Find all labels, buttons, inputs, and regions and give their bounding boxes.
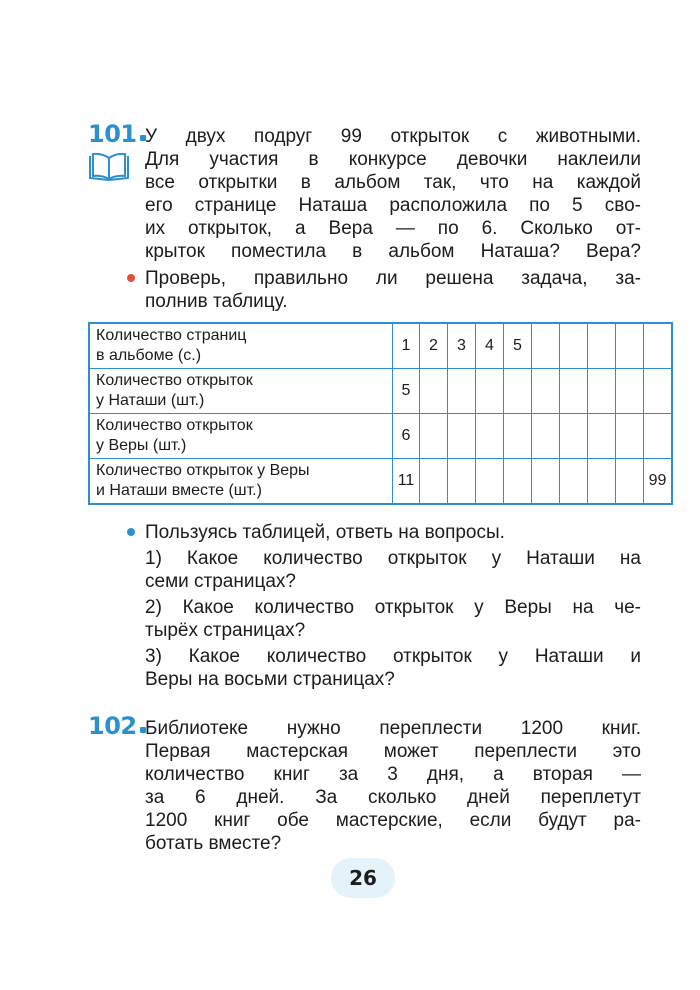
table-cell: 2 — [420, 323, 448, 369]
table-cell — [532, 459, 560, 505]
table-cell — [504, 414, 532, 459]
data-table — [88, 322, 673, 505]
questions-intro: Пользуясь таблицей, ответь на вопросы. — [145, 522, 505, 543]
table-cell — [476, 414, 504, 459]
table-cell — [588, 414, 616, 459]
task-101-line: У двух подруг 99 открыток с животными. — [145, 126, 641, 147]
table-cell: 3 — [448, 323, 476, 369]
table-cell — [616, 459, 644, 505]
table-cell — [420, 414, 448, 459]
page-number: 26 — [331, 858, 395, 898]
question-line: семи страницах? — [145, 571, 296, 592]
task-101-line: крыток поместила в альбом Наташа? Вера? — [145, 241, 641, 262]
table-cell — [504, 369, 532, 414]
table-cell — [448, 459, 476, 505]
table-cell — [476, 459, 504, 505]
table-cell — [588, 323, 616, 369]
row-label: Количество страниц в альбоме (с.) — [89, 323, 393, 369]
table-cell — [560, 323, 588, 369]
question-line: тырёх страницах? — [145, 620, 306, 641]
question-line: Веры на восьми страницах? — [145, 669, 395, 690]
row-label: Количество открыток у Наташи (шт.) — [89, 369, 393, 414]
table-cell — [644, 414, 673, 459]
blue-bullet-icon — [127, 528, 135, 536]
table-cell — [560, 414, 588, 459]
task-102-line: количество книг за 3 дня, а вторая — — [145, 764, 641, 785]
question-line: 2) Какое количество открыток у Веры на че- — [145, 597, 641, 618]
task-102-line: Первая мастерская может переплести это — [145, 741, 641, 762]
table-row — [89, 414, 672, 459]
table-cell: 6 — [393, 414, 420, 459]
task-101-line: их открыток, а Вера — по 6. Сколько от- — [145, 218, 641, 239]
table-row — [89, 459, 672, 505]
task-101-line: его странице Наташа расположила по 5 сво- — [145, 195, 641, 216]
task-102-line: 1200 книг обе мастерские, если будут ра- — [145, 810, 641, 831]
table-cell: 11 — [393, 459, 420, 505]
table-cell — [532, 323, 560, 369]
table-cell — [644, 323, 673, 369]
table-cell — [588, 369, 616, 414]
table-cell — [616, 414, 644, 459]
table-cell: 5 — [393, 369, 420, 414]
table-cell: 99 — [644, 459, 673, 505]
task-101-line: Для участия в конкурсе девочки наклеили — [145, 149, 641, 170]
table-cell — [420, 369, 448, 414]
task-102-line: Библиотеке нужно переплести 1200 книг. — [145, 718, 641, 739]
question-line: 3) Какое количество открыток у Наташи и — [145, 646, 641, 667]
open-book-icon — [88, 152, 130, 182]
task-102-number: 102 — [88, 712, 146, 740]
table-row — [89, 369, 672, 414]
table-cell — [420, 459, 448, 505]
table-cell — [616, 369, 644, 414]
table-cell — [532, 414, 560, 459]
table-cell: 1 — [393, 323, 420, 369]
row-label: Количество открыток у Веры (шт.) — [89, 414, 393, 459]
red-bullet-icon — [127, 274, 135, 282]
check-instruction-line: Проверь, правильно ли решена задача, за- — [145, 268, 641, 289]
table-cell — [560, 459, 588, 505]
table-row — [89, 323, 672, 369]
task-101-number: 101 — [88, 120, 146, 148]
task-102-line: ботать вместе? — [145, 833, 282, 854]
table-cell — [532, 369, 560, 414]
table-cell: 5 — [504, 323, 532, 369]
row-label: Количество открыток у Веры и Наташи вместе (шт.) — [89, 459, 393, 505]
table-cell — [560, 369, 588, 414]
table-cell — [448, 369, 476, 414]
table-cell — [448, 414, 476, 459]
table-cell: 4 — [476, 323, 504, 369]
table-cell — [476, 369, 504, 414]
check-instruction-line: полнив таблицу. — [145, 291, 288, 312]
task-102-line: за 6 дней. За сколько дней переплетут — [145, 787, 641, 808]
table-cell — [644, 369, 673, 414]
task-101-line: все открытки в альбом так, что на каждой — [145, 172, 641, 193]
table-cell — [616, 323, 644, 369]
question-line: 1) Какое количество открыток у Наташи на — [145, 548, 641, 569]
table-cell — [504, 459, 532, 505]
table-cell — [588, 459, 616, 505]
